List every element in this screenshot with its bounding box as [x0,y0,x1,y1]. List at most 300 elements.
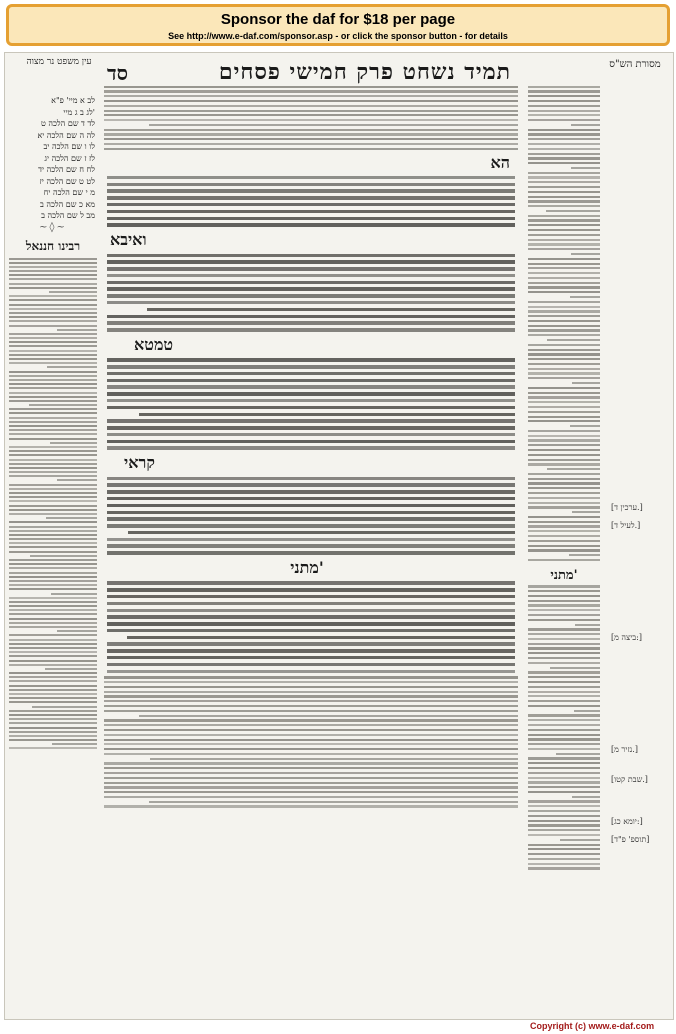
text-line [9,266,97,268]
text-line [528,628,600,630]
text-line [528,652,600,654]
text-line [528,600,600,602]
text-line [149,801,518,803]
text-line [528,153,600,155]
text-line [528,224,600,226]
text-line [528,734,600,736]
text-line [528,614,600,616]
text-line [9,383,97,385]
text-line [528,196,600,198]
text-line [9,484,97,486]
text-line [528,148,600,150]
text-line [9,731,97,733]
text-line [528,258,600,260]
text-line [104,148,518,150]
text-line [9,718,97,720]
text-line [9,429,97,431]
text-line [528,700,600,702]
gemara-text-a [101,176,521,227]
text-line [528,349,600,351]
text-line [9,722,97,724]
text-line [528,530,600,532]
text-line [107,504,515,507]
text-line [574,710,600,712]
text-line [528,662,600,664]
text-line [107,260,515,263]
text-line [30,555,97,557]
text-line [528,377,600,379]
text-line [9,563,97,565]
text-line [528,478,600,480]
text-line [9,680,97,682]
text-line [528,138,600,140]
text-line [571,124,600,126]
text-line [528,435,600,437]
text-line [9,597,97,599]
text-line [9,693,97,695]
text-line [107,196,515,199]
lead-word-2: ואיבא [107,230,150,250]
text-line [57,630,97,632]
text-line [528,545,600,547]
text-line [528,858,600,860]
text-line [104,90,518,92]
text-line [47,366,97,368]
text-line [528,473,600,475]
lead-word-6: מתני' [547,567,580,583]
text-line [9,618,97,620]
text-line [9,488,97,490]
text-line [528,729,600,731]
text-line [9,274,97,276]
rashi-text-2 [525,585,603,869]
text-line [107,649,515,652]
rashi-column [525,83,603,973]
text-line [104,734,518,736]
text-line [139,715,518,717]
text-line [104,691,518,693]
text-line [528,535,600,537]
text-line [9,660,97,662]
text-line [9,546,97,548]
text-line [107,287,515,290]
text-line [9,747,97,749]
text-line [104,695,518,697]
text-line [528,172,600,174]
text-line [528,867,600,869]
text-line [107,446,515,449]
text-line [104,133,518,135]
text-line [104,791,518,793]
text-line [528,86,600,88]
text-line [104,710,518,712]
lead-word-4: קראי [121,453,158,473]
text-line [528,454,600,456]
text-line [528,549,600,551]
text-line [104,686,518,688]
text-line [528,396,600,398]
text-line [107,602,515,605]
tosafot-top-text [101,86,521,150]
sponsor-banner[interactable] [6,4,670,46]
ein-mishpat-heading: עין משפט נר מצוה [26,57,92,67]
sponsor-title[interactable]: Sponsor the daf for $18 per page [220,11,456,28]
text-line [104,748,518,750]
text-line [107,176,515,179]
text-line [528,492,600,494]
text-line [528,824,600,826]
text-line [528,853,600,855]
text-line [107,372,515,375]
text-line [9,601,97,603]
rabbeinu-chananel-text [7,258,99,750]
text-line [46,517,97,519]
text-line [528,229,600,231]
text-line [528,406,600,408]
text-line [528,686,600,688]
text-line [528,647,600,649]
text-line [107,301,515,304]
text-line [9,425,97,427]
text-line [9,467,97,469]
text-line [107,663,515,666]
text-line [528,815,600,817]
text-line [107,551,515,554]
text-line [9,714,97,716]
text-line [528,143,600,145]
text-line [571,253,600,255]
text-line [550,667,600,669]
text-line [104,743,518,745]
text-line [528,638,600,640]
text-line [107,440,515,443]
text-line [528,325,600,327]
text-line [52,743,97,745]
margin-ref-1: [ערכין ד.] [611,503,643,512]
text-line [9,572,97,574]
text-line [107,609,515,612]
text-line [9,258,97,260]
text-line [9,500,97,502]
text-line [107,223,515,226]
text-line [104,762,518,764]
text-line [528,392,600,394]
ein-mishpat-ref: לו ו שם הלכה יב [43,142,95,151]
text-line [9,400,97,402]
text-line [104,805,518,807]
text-line [528,368,600,370]
text-line [9,408,97,410]
text-line [9,651,97,653]
text-line [104,700,518,702]
text-line [571,167,600,169]
talmud-page-scan [4,52,674,1020]
lead-word-1: הא [488,153,513,173]
text-line [528,277,600,279]
text-line [9,655,97,657]
margin-ref-3: [ביצה מ:] [611,633,642,642]
text-line [9,509,97,511]
text-line [9,727,97,729]
text-line [528,521,600,523]
text-line [9,697,97,699]
text-line [107,433,515,436]
text-line [107,406,515,409]
text-line [9,278,97,280]
text-line [104,110,518,112]
text-line [528,100,600,102]
text-line [104,767,518,769]
rashi-bottom-text [101,676,521,807]
text-line [570,296,600,298]
text-line [104,705,518,707]
text-line [528,619,600,621]
text-line [528,506,600,508]
text-line [9,639,97,641]
lead-word-5: מתני' [287,558,327,578]
text-line [528,215,600,217]
text-line [104,777,518,779]
text-line [107,399,515,402]
text-line [139,413,515,416]
text-line [107,315,515,318]
main-text-column [101,83,521,973]
text-line [528,781,600,783]
text-line [9,325,97,327]
text-line [107,483,515,486]
text-line [9,559,97,561]
text-line [528,329,600,331]
text-line [9,580,97,582]
text-line [104,782,518,784]
text-line [9,450,97,452]
text-line [528,724,600,726]
text-line [9,375,97,377]
text-line [149,124,518,126]
text-line [107,189,515,192]
text-line [528,401,600,403]
copyright-footer: Copyright (c) www.e-daf.com [530,1021,655,1031]
text-line [528,609,600,611]
text-line [9,396,97,398]
text-line [104,724,518,726]
text-line [107,267,515,270]
text-line [51,593,97,595]
text-line [107,544,515,547]
text-line [9,701,97,703]
divider-ornament: ~◊~ [39,221,67,233]
text-line [107,328,515,331]
text-line [556,753,600,755]
text-line [104,676,518,678]
text-line [528,411,600,413]
text-line [528,497,600,499]
text-line [547,468,600,470]
text-line [104,729,518,731]
text-line [9,664,97,666]
text-line [107,629,515,632]
text-line [104,719,518,721]
text-line [528,643,600,645]
text-line [104,786,518,788]
text-line [528,387,600,389]
text-line [104,772,518,774]
text-line [9,341,97,343]
text-line [107,385,515,388]
text-line [9,634,97,636]
text-line [528,176,600,178]
text-line [9,626,97,628]
text-line [528,186,600,188]
text-line [9,676,97,678]
text-line [45,668,97,670]
ein-mishpat-ref: לה ה שם הלכה יא [37,130,95,140]
text-line [107,490,515,493]
text-line [528,205,600,207]
text-line [528,829,600,831]
text-line [29,404,97,406]
text-line [104,119,518,121]
text-line [528,239,600,241]
text-line [9,417,97,419]
text-line [528,353,600,355]
text-line [528,767,600,769]
text-line [528,310,600,312]
text-line [107,183,515,186]
text-line [107,358,515,361]
text-line [127,636,515,639]
text-line [528,502,600,504]
text-line [528,181,600,183]
text-line [575,624,600,626]
text-line [528,114,600,116]
text-line [107,210,515,213]
ein-mishpat-ref: לג ב ג מיי' [63,107,95,117]
text-line [528,705,600,707]
text-line [9,379,97,381]
text-line [9,387,97,389]
text-line [9,287,97,289]
text-line [107,321,515,324]
text-line [528,805,600,807]
text-line [528,191,600,193]
text-line [9,454,97,456]
text-line [528,267,600,269]
text-line [528,334,600,336]
text-line [9,320,97,322]
text-line [528,590,600,592]
text-line [9,446,97,448]
gemara-text-b [101,254,521,332]
text-line [528,420,600,422]
text-line [9,551,97,553]
text-line [9,496,97,498]
text-line [9,295,97,297]
text-line [528,105,600,107]
text-line [9,312,97,314]
text-line [528,540,600,542]
text-line [528,162,600,164]
gemara-text-c [101,358,521,450]
text-line [528,863,600,865]
text-line [528,848,600,850]
ein-mishpat-ref: מב ל שם הלכה ב [41,211,95,220]
text-line [528,286,600,288]
text-line [528,306,600,308]
text-line [528,358,600,360]
text-line [9,262,97,264]
text-line [107,615,515,618]
text-line [9,672,97,674]
text-line [9,308,97,310]
text-line [528,681,600,683]
text-line [528,416,600,418]
text-line [104,114,518,116]
text-line [9,371,97,373]
daf-number: סד [107,61,128,85]
text-line [9,538,97,540]
text-line [528,291,600,293]
text-line [528,301,600,303]
text-line [528,844,600,846]
text-line [9,739,97,741]
text-line [9,588,97,590]
text-line [528,834,600,836]
text-line [107,426,515,429]
text-line [528,762,600,764]
text-line [107,379,515,382]
text-line [528,444,600,446]
text-line [9,605,97,607]
text-line [528,487,600,489]
text-line [528,743,600,745]
text-line [147,308,515,311]
text-line [107,217,515,220]
text-line [9,392,97,394]
text-line [104,753,518,755]
text-line [57,329,97,331]
text-line [528,738,600,740]
text-line [104,105,518,107]
text-line [9,584,97,586]
text-line [150,758,518,760]
text-line [104,739,518,741]
text-line [107,254,515,257]
text-line [9,735,97,737]
text-line [104,796,518,798]
text-line [9,534,97,536]
text-line [32,706,97,708]
text-line [528,757,600,759]
text-line [107,392,515,395]
text-line [569,554,600,556]
text-line [572,511,600,513]
ein-mishpat-ref: לד ד שם הלכה ט [41,119,95,128]
text-line [528,810,600,812]
text-line [528,315,600,317]
text-line [528,791,600,793]
rabbeinu-chananel-heading: רבינו חננאל [25,238,81,253]
text-line [107,581,515,584]
text-line [528,344,600,346]
text-line [9,710,97,712]
text-line [528,695,600,697]
text-line [9,433,97,435]
text-line [528,449,600,451]
text-line [107,517,515,520]
text-line [528,200,600,202]
text-line [9,505,97,507]
